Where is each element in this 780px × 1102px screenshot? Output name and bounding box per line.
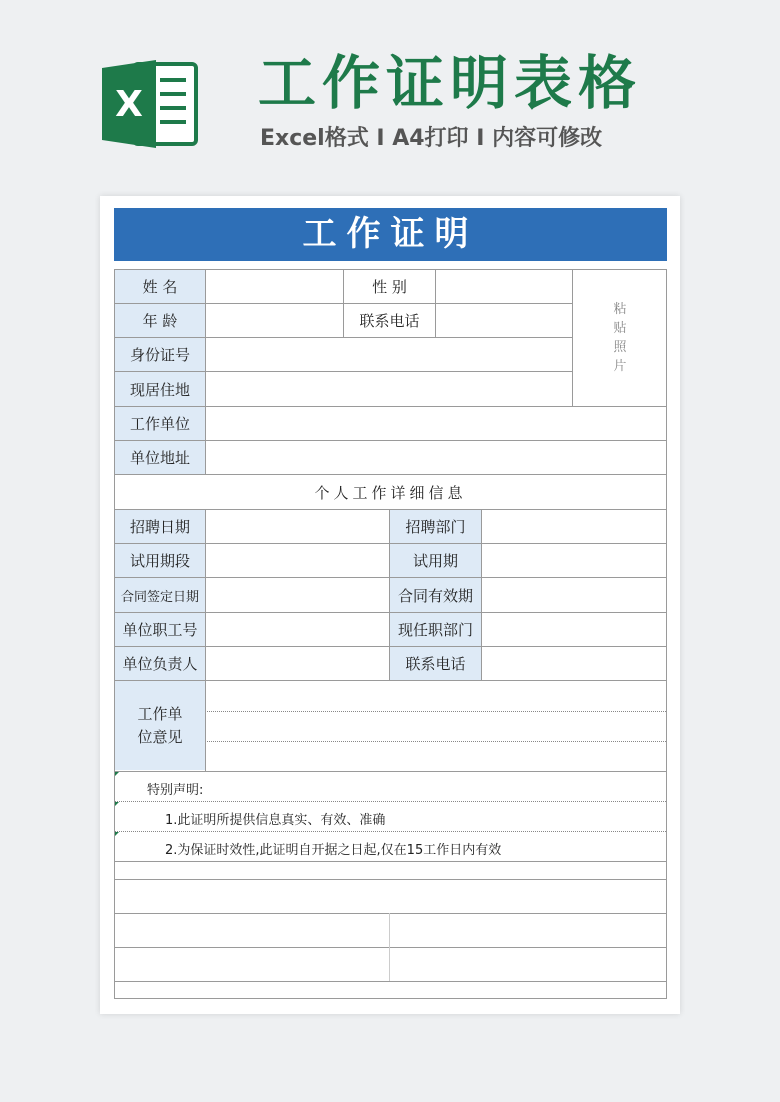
employer-field[interactable] (206, 407, 666, 440)
current-dept-label: 现任职部门 (390, 613, 481, 646)
manager-label: 单位负责人 (115, 647, 205, 680)
opinion-field[interactable] (206, 681, 666, 770)
cell-marker (115, 772, 119, 776)
name-field[interactable] (206, 270, 343, 303)
age-label: 年 龄 (115, 304, 205, 337)
id-number-label: 身份证号 (115, 338, 205, 371)
cell-marker (115, 832, 119, 836)
excel-icon (100, 58, 200, 150)
hire-dept-label: 招聘部门 (390, 510, 481, 543)
contact-phone-label: 联系电话 (390, 647, 481, 680)
name-label: 姓 名 (115, 270, 205, 303)
gender-label: 性 别 (372, 278, 407, 296)
page-subtitle: Excel格式 I A4打印 I 内容可修改 (260, 126, 603, 151)
contract-date-label: 合同签定日期 (115, 578, 205, 612)
probation-stage-label: 试用期段 (115, 544, 205, 577)
address-field[interactable] (206, 372, 572, 406)
gender-field[interactable] (436, 270, 572, 303)
excel-logo-letter: X (115, 84, 143, 125)
employer-label: 工作单位 (115, 407, 205, 440)
employer-address-field[interactable] (206, 441, 666, 474)
age-field[interactable] (206, 304, 343, 337)
photo-placeholder: 粘贴照片 (613, 302, 627, 374)
hire-date-label: 招聘日期 (115, 510, 205, 543)
section-title: 个人工作详细信息 (314, 483, 467, 502)
id-number-field[interactable] (206, 338, 572, 371)
form-banner: 工作证明 (114, 208, 667, 261)
cell-marker (115, 802, 119, 806)
phone-label: 联系电话 (359, 312, 420, 330)
address-label: 现居住地 (115, 372, 205, 406)
notes-title: 特别声明: (147, 783, 204, 798)
employer-address-label: 单位地址 (115, 441, 205, 474)
note-2: 2.为保证时效性,此证明自开据之日起,仅在15工作日内有效 (165, 843, 502, 858)
opinion-label: 工作单位意见 (115, 681, 205, 770)
note-1: 1.此证明所提供信息真实、有效、准确 (165, 813, 386, 828)
probation-label: 试用期 (390, 544, 481, 577)
page-title: 工作证明表格 (258, 49, 643, 117)
contract-valid-label: 合同有效期 (390, 578, 481, 612)
employee-number-label: 单位职工号 (115, 613, 205, 646)
phone-field[interactable] (436, 304, 572, 337)
